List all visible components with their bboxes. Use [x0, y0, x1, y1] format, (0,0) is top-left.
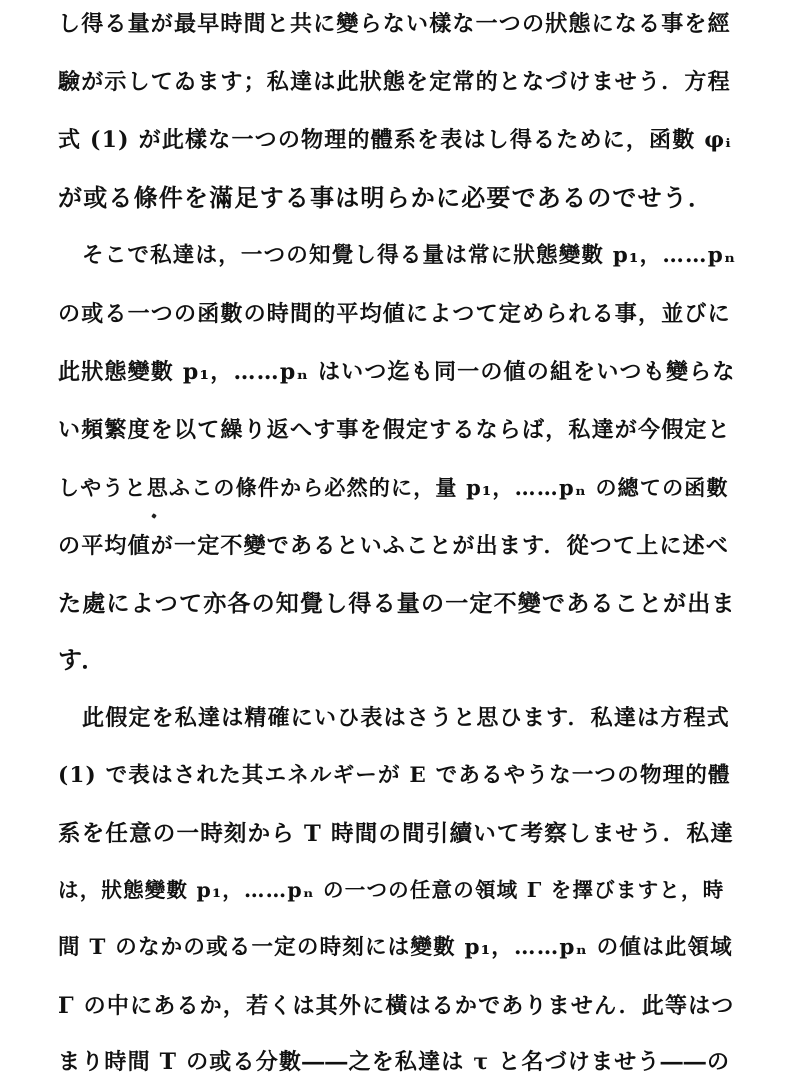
text-line: い頻繁度を以て繰り返へす事を假定するならば，私達が今假定と	[58, 417, 731, 443]
text-line: が或る條件を滿足する事は明らかに必要であるのでせう．	[58, 183, 714, 212]
text-line: 間 T のなかの或る一定の時刻には變數 p₁，……pₙ の値は此領域	[58, 935, 733, 960]
text-line: た處によつて亦各の知覺し得る量の一定不變であることが出ま	[58, 590, 736, 617]
text-line: 此狀態變數 p₁，……pₙ はいつ迄も同一の値の組をいつも變らな	[58, 359, 736, 385]
text-line: Γ の中にあるか，若くは其外に橫はるかでありません．此等はつ	[58, 993, 735, 1019]
text-line: の平均値が一定不變であるといふことが出ます．從つて上に述べ	[58, 533, 730, 559]
text-line: し得る量が最早時間と共に變らない樣な一つの狀態になる事を經	[58, 11, 731, 37]
text-line: まり時間 T の或る分數――之を私達は τ と名づけませう――の	[58, 1049, 731, 1075]
text-line: (1) で表はされた其エネルギーが E であるやうな一つの物理的體	[58, 763, 731, 788]
text-line: は，狀態變數 p₁，……pₙ の一つの任意の領域 Γ を擇びますと，時	[58, 878, 725, 902]
ink-speck	[151, 513, 157, 519]
paragraph-first-line: そこで私達は，一つの知覺し得る量は常に狀態變數 p₁，……pₙ	[82, 243, 737, 268]
text-line: 系を任意の一時刻から T 時間の間引續いて考察しませう．私達	[58, 821, 734, 847]
text-line: の或る一つの函數の時間的平均値によつて定められる事，並びに	[58, 301, 731, 327]
paragraph-first-line: 此假定を私達は精確にいひ表はさうと思ひます．私達は方程式	[82, 705, 730, 731]
text-line: 式 (1) が此樣な一つの物理的體系を表はし得るために，函數 φᵢ	[58, 127, 732, 153]
text-line: しやうと思ふこの條件から必然的に，量 p₁，……pₙ の總ての函數	[58, 475, 729, 500]
text-line: 驗が示してゐます；私達は此狀態を定常的となづけませう．方程	[58, 69, 731, 95]
text-line: す．	[58, 645, 107, 674]
